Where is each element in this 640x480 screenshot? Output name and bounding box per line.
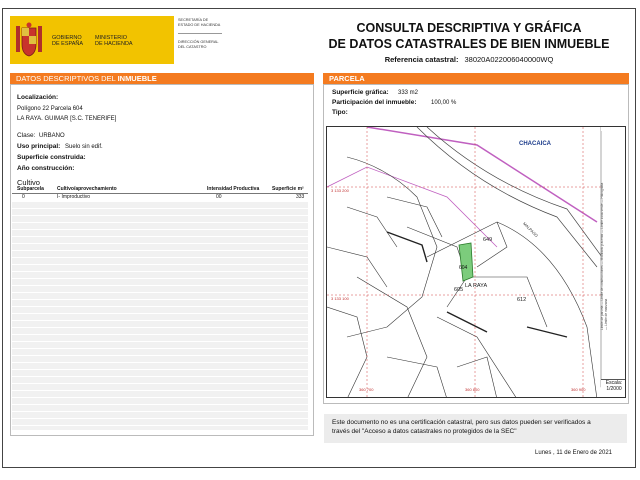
parcel-612-label: 612	[517, 297, 527, 303]
ministerio-text	[95, 35, 133, 47]
map-drawing	[327, 127, 626, 398]
empty-table-rows	[12, 202, 308, 430]
coord-x2: 360 800	[465, 387, 480, 392]
participacion-label: Participación del inmueble:	[332, 99, 417, 106]
map-locality-label: LA RAYA	[465, 283, 488, 289]
ministerio-line2: DE HACIENDA	[95, 41, 133, 47]
parcel-605-label: 605	[454, 287, 464, 293]
document-title	[320, 20, 618, 52]
participacion-value: 100,00 %	[431, 100, 457, 106]
coat-of-arms-icon	[14, 22, 44, 58]
title-line1: CONSULTA DESCRIPTIVA Y GRÁFICA	[356, 21, 582, 35]
parcel-649-label: 649	[483, 237, 493, 243]
superficie-construida-label: Superficie construida:	[17, 154, 86, 161]
superficie-grafica-value: 333 m2	[398, 90, 419, 96]
cell-intensidad: 00	[216, 194, 222, 200]
parcel-604-label: 604	[459, 265, 468, 271]
tipo-label: Tipo:	[332, 109, 348, 116]
map-side-legend: Límite de parcela — Límite de construcciones — Mobiliario y aceras — Límite zona verde — Hidrografía — Límite de manzana	[600, 182, 608, 330]
section-title-a: DATOS DESCRIPTIVOS DEL	[16, 74, 118, 83]
cell-superficie: 333	[296, 194, 305, 200]
note-line1: Este documento no es una certificación catastral, pero sus datos pueden ser verificados a	[332, 419, 591, 426]
cadastral-map[interactable]	[326, 126, 626, 398]
parcela-bar	[323, 73, 629, 84]
localizacion-line1: Polígono 22 Parcela 604	[17, 106, 83, 112]
cell-cultivo: I- Improductivo	[57, 194, 91, 200]
uso-value: Suelo sin edif.	[65, 144, 103, 150]
ref-value: 38020A022006040000WQ	[464, 55, 554, 64]
gobierno-text	[52, 35, 83, 47]
map-place-label: CHACAICA	[519, 141, 551, 147]
anio-construccion-label: Año construcción:	[17, 165, 75, 172]
referencia-catastral	[320, 55, 618, 64]
secretaria-text: SECRETARÍA DE ESTADO DE HACIENDA	[178, 18, 221, 27]
coord-y2: 3 133 100	[331, 296, 349, 301]
col-intensidad: Intensidad Productiva	[207, 186, 260, 192]
cultivo-title: Cultivo	[17, 178, 40, 187]
parcela-title: PARCELA	[329, 74, 365, 83]
uso-label: Uso principal:	[17, 143, 61, 150]
document-date: Lunes , 11 de Enero de 2021	[535, 450, 612, 456]
ref-label: Referencia catastral:	[384, 55, 459, 64]
note-line2: través del "Acceso a datos catastrales no protegidos de la SEC"	[332, 428, 517, 435]
datos-descriptivos-bar	[10, 73, 314, 84]
cultivo-table-header	[12, 186, 308, 194]
coord-x1: 360 700	[359, 387, 374, 392]
clase-value: URBANO	[39, 133, 65, 139]
scale-box	[601, 379, 626, 398]
direccion-text: DIRECCIÓN GENERAL DEL CATASTRO	[178, 40, 219, 49]
col-subparcela: Subparcela	[17, 186, 44, 192]
col-superficie: Superficie m²	[272, 186, 304, 192]
clase-label: Clase:	[17, 132, 36, 139]
secretaria-box	[174, 16, 226, 64]
ministerio-line1: MINISTERIO	[95, 35, 128, 41]
map-road-label: MALPASO	[522, 220, 540, 239]
scale-label: Escala:	[605, 380, 623, 386]
superficie-grafica-label: Superficie gráfica:	[332, 89, 389, 96]
cell-subparcela: 0	[22, 194, 25, 200]
disclaimer-note	[324, 414, 627, 443]
title-line2: DE DATOS CATASTRALES DE BIEN INMUEBLE	[328, 37, 610, 51]
table-row	[12, 194, 308, 201]
coord-y1: 3 133 200	[331, 188, 349, 193]
section-title-b: INMUEBLE	[117, 74, 157, 83]
localizacion-label: Localización:	[17, 94, 59, 101]
coord-x3: 360 900	[571, 387, 586, 392]
gobierno-line2: DE ESPAÑA	[52, 41, 84, 47]
col-cultivo: Cultivo/aprovechamiento	[57, 186, 117, 192]
gobierno-line1: GOBIERNO	[52, 35, 82, 41]
localizacion-line2: LA RAYA. GUIMAR [S.C. TENERIFE]	[17, 116, 117, 122]
scale-value: 1/2000	[606, 386, 622, 392]
